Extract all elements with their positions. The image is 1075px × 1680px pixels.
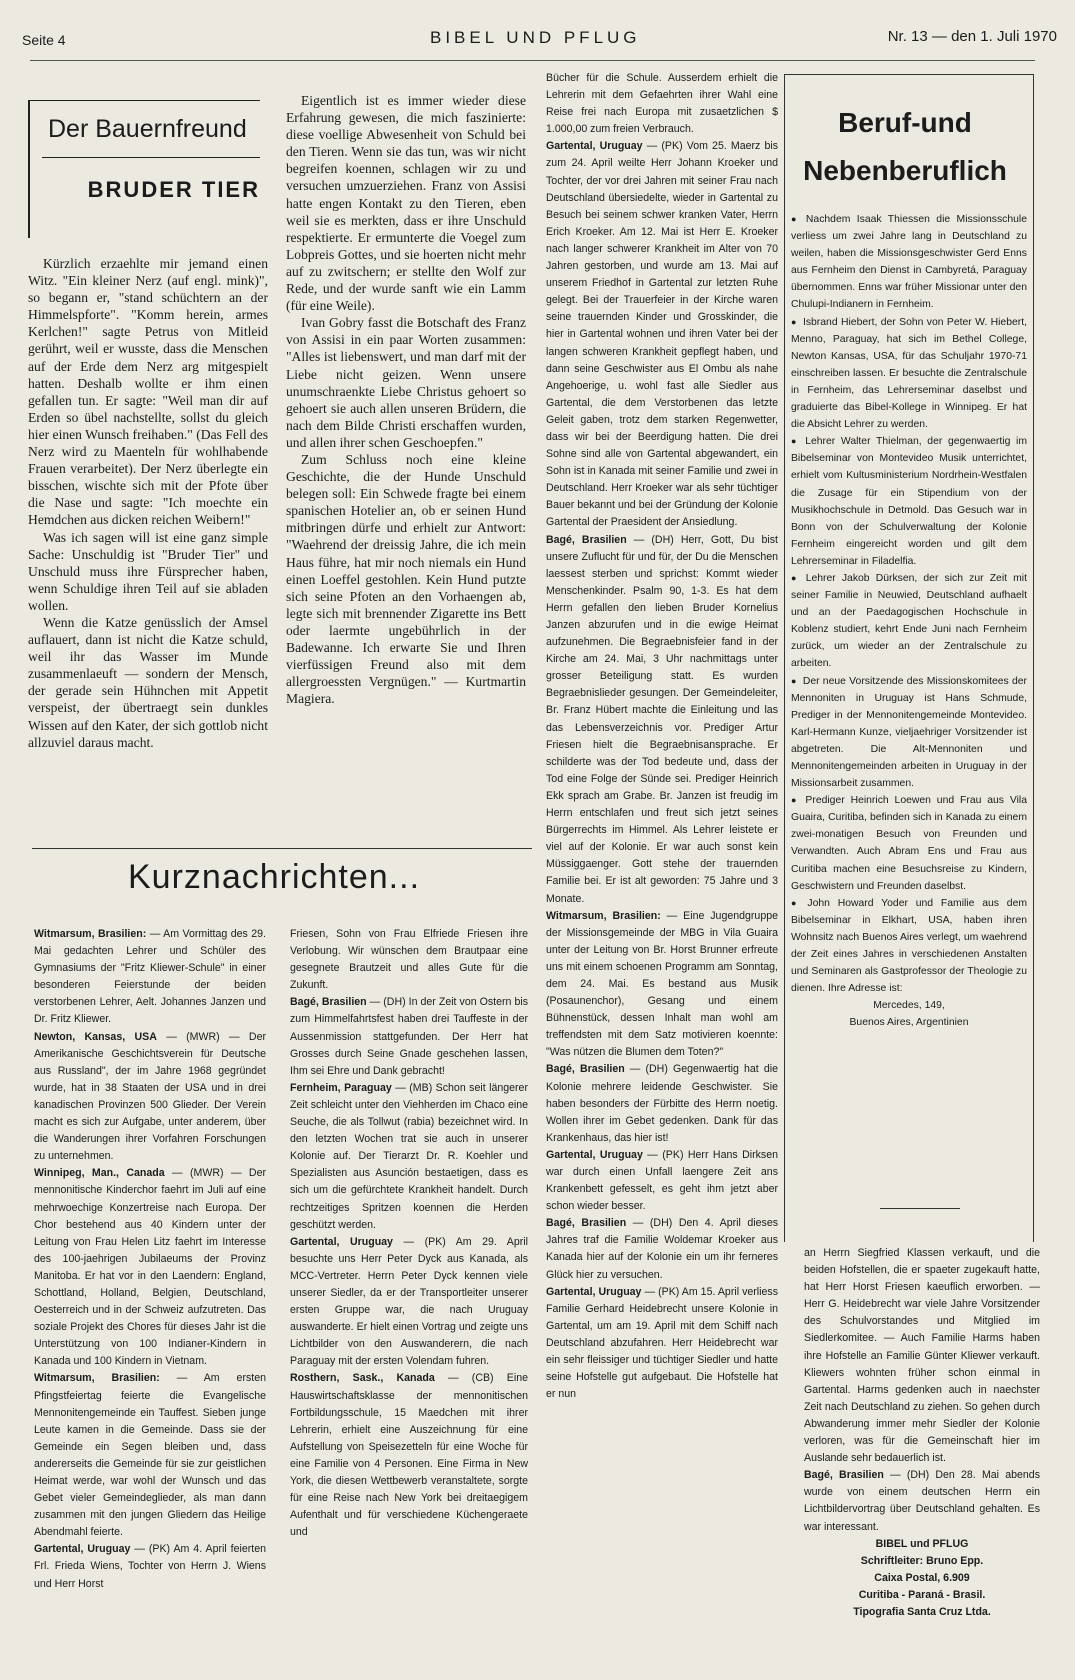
masthead: BIBEL UND PFLUG <box>430 28 641 47</box>
beruf-item: ● Nachdem Isaak Thiessen die Missionsschule verliess um zwei Jahre lang in Deutschland zu weilen, haben die Missionsgeschwister Gerd Enns aus Fernheim den Dienst in Cambyretá, Paraguay übernommen. Enns war früher Missionar unter den Chulupi-Indianern in Fernheim. <box>791 214 1027 311</box>
paragraph: Kürzlich erzaehlte mir jemand einen Witz. "Ein kleiner Nerz (auf engl. mink)", so begann er, "stand schüchtern an der Himmelspforte". "Komm herein, armes Kerlchen!" sagte Petrus von Mitleid gerührt, weil er wusste, dass die Menschen auf der Erde dem Nerz arg mitgespielt hatten. Deshalb wollte er ihm einen gefallen tun. Er sagte: "Weil man dir auf Erden so übel nachstellte, sollst du gleich hier einen Wunsch freihaben." (Das Fell des Nerz wird zu Maenteln für wohlhabende Frauen verarbeitet). Der Nerz überlegte ein bisschen, wischte sich mit der Pfote über die Nase und sagte: "Ich moechte ein Hemdchen aus dicken reichen Weibern!" <box>28 256 268 528</box>
beruf-item: ● Isbrand Hiebert, der Sohn von Peter W. Hiebert, Menno, Paraguay, hat sich im Bethel College, Newton Kansas, USA, für das Schuljahr 1970-71 einschreiben lassen. Er besuchte die Zentralschule in Fernheim, das Lehrerseminar daselbst und graduierte das Bibel-Kollege in Winnipeg. Er hat die Absicht Lehrer zu werden. <box>791 316 1028 431</box>
bullet-icon: ● <box>791 572 800 583</box>
address-line: Mercedes, 149, <box>873 1000 945 1012</box>
news-item: Winnipeg, Man., Canada — (MWR) — Der mennonitische Kinderchor faehrt im Juli auf eine mehrwoechige Konzertreise nach Europa. Der Chor bestehend aus 40 Kindern unter der Leitung von Frau Helen Litz faehrt im Interesse des 100-jaehrigen Jubilaeums der Provinz Manitoba. Er hat vor in den Laendern: England, Schottland, Holland, Belgien, Deutschland, Oesterreich und in der Schweiz aufzutreten. Das soziale Projekt des Chores für dieses Jahr ist die Unterstützung von 100 Indianer-Kindern in Kanada und 100 Kindern in Vietnam. <box>34 1167 266 1368</box>
beruf-item: ● Der neue Vorsitzende des Missionskomitees der Mennoniten in Uruguay ist Hans Schmude, Prediger in der Mennonitengemeinde Montevideo. Karl-Hermann Kunze, vieljaehriger Vorsitzender ist abgetreten. Die Alt-Mennoniten und Mennonitengemeinden arbeiten in Uruguay in der Missionsarbeit zusammen. <box>791 675 1028 790</box>
bauernfreund-column-1 <box>28 255 268 837</box>
news-item: an Herrn Siegfried Klassen verkauft, und die beiden Hofstellen, die er spaeter zugekauft hatte, hat Herr Horst Friesen kaeuflich erworben. — Herr G. Heidebrecht war viele Jahre Vorsitzender des Schulvorstandes und Mitglied im Siedlerkomitee. — Auch Familie Harms haben ihre Hofstelle an Familie Günter Kliewer verkauft. Kliewers wohnten früher schon einmal in Gartental. Harms gedenken auch in naechster Zeit nach Deutschland zu ziehen. So gehen durch Abwanderung immer mehr Siedler der Kolonie verloren, was für die Gemeinschaft hier im Auslande sehr bedauerlich ist. <box>804 1247 1040 1465</box>
beruf-text <box>791 211 1027 1032</box>
beruf-item: ● Lehrer Walter Thielman, der gegenwaertig im Bibelseminar von Montevideo Musik unterrichtet, erhielt vom Kultusministerium Nordrhein-Westfalen die Zusage für ein Stipendium von der Musikhochschule in Detmold. Das Gesuch war in Bonn von der Schulverwaltung der Kolonie Fernheim eingereicht worden und gilt dem Lehrerseminar in Filadelfia. <box>791 436 1027 567</box>
paragraph: Ivan Gobry fasst die Botschaft des Franz von Assisi in ein paar Worten zusammen: "Alles ist liebenswert, und man darf mit der Liebe nicht geizen. Wenn unsere unumschraenkte Liebe Christus gehoert so gehoert sie auch allen unseren Brüdern, die nach dem Bilde Christi erschaffen wurden, und allen ihrer schen Geschoepfen." <box>286 315 526 450</box>
paragraph: Zum Schluss noch eine kleine Geschichte, die der Hunde Unschuld belegen soll: Ein Schwede fragte bei einem spanischen Hotelier an, ob er seinen Hund mitbringen dürfe und erhielt zur Antwort: "Waehrend der dreissig Jahre, die ich mein Haus führe, hat mir noch niemals ein Hund einen Loeffel gestohlen. Kein Hund putzte sich seine Pfoten an den Vorhaengen ab, legte sich mit brennender Zigarette ins Bett oder laermte ungebührlich in der Badewanne. Ich erwarte Sie und Ihren vierfüssigen Freund also mit dem allergroessten Vergnügen." — Kurtmartin Magiera. <box>286 451 526 707</box>
bullet-icon: ● <box>791 316 797 327</box>
kurz-column-1 <box>34 926 266 1672</box>
news-item: Bagé, Brasilien — (DH) In der Zeit von Ostern bis zum Himmelfahrtsfest haben drei Tauffeste in der Aussenmission stattgefunden. Der Herr hat Grosses durch Seine Gnade geschehen lassen, Ihm sei Ehre und Dank gebracht! <box>290 996 528 1077</box>
news-item: Friesen, Sohn von Frau Elfriede Friesen ihre Verlobung. Wir wünschen dem Brautpaar eine gesegnete Brautzeit und alles Gute für die Zukunft. <box>290 928 528 992</box>
paragraph: Eigentlich ist es immer wieder diese Erfahrung gewesen, die mich faszinierte: diese voellige Abwesenheit von Schuld bei den Tieren. Wenn sie das tun, was wir nicht begreifen koennen, schlagen wir zu und versuchen umzuerziehen. Franz von Assisi hatte engen Kontakt zu den Tieren, eben weil sie es merkten, dass er ihre Unschuld respektierte. Er ermunterte die Voegel zum Lobpreis Gottes, und sie hoerten nicht mehr auf zu zwitschern; er stellte den Wolf zur Rede, und der wurde sanft wie ein Lamm (für eine Weile). <box>286 93 526 314</box>
article-title: BRUDER TIER <box>87 177 260 202</box>
news-item: Rosthern, Sask., Kanada — (CB) Eine Hauswirtschaftsklasse der mennonitischen Fortbildungsschule, 15 Maedchen mit ihrer Lehrerin, erhielt eine Auszeichnung für eine Aufstellung von Speisezetteln für eine Woche für eine Familie von 4 Personen. Eine Firma in New York, die diesen Wettbewerb veranstaltete, sorgte für eine Reise nach New York bei dreitaegigem Aufenthalt und für verschiedene Küchengeraete und <box>290 1372 528 1539</box>
kurznachrichten-title: Kurznachrichten... <box>128 858 421 896</box>
page-header <box>22 28 1065 50</box>
news-item: Bagé, Brasilien — (DH) Herr, Gott, Du bist unsere Zuflucht für und für, der Du die Menschen laessest sterben und sprichst: Kommt wieder Menschenkinder. Psalm 90, 1-3. Es hat dem Herrn gefallen den lieben Bruder Kornelius Janzen abzurufen und in die ewige Heimat aufzunehmen. Die Begraebnisfeier fand in der Kirche am 24. Mai, 3 Uhr nachmittags unter grosser Beteiligung statt. Es wurden Begraebnislieder gesungen. Der Gemeindeleiter, Br. Franz Hübert machte die Einleitung und las das Lebensverzeichnis vor. Prediger Artur Friesen hielt die Begraebnisansprache. Er schilderte was der Tod bedeute und, dass der Tod eine Folge der Sünde sei. Prediger Heinrich Ekk sprach am Grabe. Br. Janzen ist freudig im Herrn entschlafen und freut sich jetzt seines Bürgerrechts im Himmel. Als Lehrer leistete er viel auf der Kolonie. Er war auch sonst kein Müssiggaenger. Gott stehe der trauernden Familie bei. Er ist alt geworden: 75 Jahre und 3 Monate. <box>546 533 778 905</box>
news-item: Gartental, Uruguay — (PK) Herr Hans Dirksen war durch einen Unfall laengere Zeit ans Krankenbett gefesselt, es geht ihm jetzt aber schon wieder besser. <box>546 1148 778 1213</box>
news-item: Bagé, Brasilien — (DH) Den 28. Mai abends wurde von einem deutschen Herrn ein Lichtbildervortrag über Deutschland gehalten. Es war interessant. <box>804 1469 1040 1533</box>
section-title: Der Bauernfreund <box>48 115 247 143</box>
issue-date: Nr. 13 — den 1. Juli 1970 <box>887 28 1057 45</box>
news-item: Fernheim, Paraguay — (MB) Schon seit längerer Zeit schleicht unter den Viehherden im Chaco eine Seuche, die als Tollwut (rabia) bezeichnet wird. In den letzten Wochen trat sie auch in unserer Kolonie auf. Der Tierarzt Dr. R. Koehler und Spezialisten aus Asunción bestaetigen, dass es sich um die gefürchtete Krankheit handelt. Durch rechtzeitiges Spritzen koennen die Herden geschützt werden. <box>290 1081 528 1231</box>
beruf-item: ● Prediger Heinrich Loewen und Frau aus Vila Guaira, Curitiba, befinden sich in Kanada zu einem zwei-monatigen Besuch von Freunden und Verwandten. Auch Abram Ens und Frau aus Curitiba machen eine Besuchsreise zu Kindern, Geschwistern und Freunden daselbst. <box>791 795 1027 892</box>
impressum: BIBEL und PFLUG Schriftleiter: Bruno Epp. Caixa Postal, 6.909 Curitiba - Paraná - Brasil. Tipografia Santa Cruz Ltda. <box>853 1537 991 1618</box>
beruf-item: ● Lehrer Jakob Dürksen, der sich zur Zeit mit seiner Familie in Neuwied, Deutschland aufhaelt und an der Paedagogischen Hochschule in Koblenz studiert, kehrt Ende Juni nach Fernheim zurück, um wieder an der Zentralschule zu arbeiten. <box>791 572 1028 670</box>
news-item: Witmarsum, Brasilien: — Am ersten Pfingstfeiertag feierte die Evangelische Mennonitengemeinde ein Tauffest. Sieben junge Leute kamen in die Gemeinde. Dass sie der Gemeinde ein Segen bleiben und, dass andererseits die Gemeinde für sie zur geistlichen Heimat werde, war wohl der Wunsch und das Gebet vieler Gemeindeglieder, als man dann zusammen mit den jungen Gliedern das Heilige Abendmahl feierte. <box>34 1372 266 1539</box>
page-number: Seite 4 <box>22 32 66 48</box>
bauernfreund-column-2 <box>286 92 526 837</box>
news-item: Witmarsum, Brasilien: — Am Vormittag des 29. Mai gedachten Lehrer und Schüler des Gymnasiums der "Fritz Kliewer-Schule" in einer besonderen Feierstunde der beiden verstorbenen Lehrer, Aelt. Johannes Janzen und Dr. Fritz Kliewer. <box>34 928 266 1026</box>
news-column-3 <box>546 70 778 1672</box>
paragraph: Wenn die Katze genüsslich der Amsel auflauert, dann ist nicht die Katze schuld, weil ihr das Wasser im Munde zusammenlaeuft — sondern der Mensch, der gerade sein Hühnchen mit Appetit verspeist, der übertraegt sein dunkles Wissen auf den Kater, der sich gottlob nicht allzuviel daraus macht. <box>28 614 268 750</box>
news-item: Witmarsum, Brasilien: — Eine Jugendgruppe der Missionsgemeinde der MBG in Vila Guaira unter der Leitung von Br. Horst Brunner erfreute uns mit einem schoenen Programm am Sonntag, dem 24. Mai. Es bestand aus Musik (Posaunenchor), Gesang und einem Bühnenstück, dessen Inhalt man wohl am treffendsten mit dem Satz motivieren koennte: "Was nützen die Blumen dem Toten?" <box>546 909 778 1059</box>
address-line: Buenos Aires, Argentinien <box>849 1017 969 1029</box>
news-item: Gartental, Uruguay — (PK) Am 15. April verliess Familie Gerhard Heidebrecht unsere Kolonie in Gartental, um am 19. April mit dem Schiff nach Deutschland abzufahren. Herr Heidebrecht war ein sehr fleissiger und tüchtiger Siedler und hatte seine Hofstelle gut aufgebaut. Die Hofstelle hat er nun <box>546 1285 778 1401</box>
divider <box>42 157 260 158</box>
bullet-icon: ● <box>791 214 800 224</box>
news-item: Bücher für die Schule. Ausserdem erhielt die Lehrerin mit dem Gefaehrten ihrer Wahl eine Reise frei nach Europa mit zusaetzlichen $ 1.000,00 zum freien Verbrauch. <box>546 72 778 136</box>
bullet-icon: ● <box>791 675 797 686</box>
bullet-icon: ● <box>791 436 800 447</box>
news-item: Gartental, Uruguay — (PK) Vom 25. Maerz bis zum 24. April weilte Herr Johann Kroeker und Tochter, der vor drei Jahren mit seiner Frau nach Deutschland übersiedelte, wieder in Gartental zu Besuch bei seinem schwer kranken Vater, Herrn Erich Kroeker. Am 12. Mai ist Herr E. Kroeker nach langer schwerer Krankheit im Alter von 70 Jahren gestorben, und wurde am 13. Mai auf unserem Friedhof in Gartental zur letzten Ruhe gelegt. Bei der Trauerfeier in der Kirche waren seine trauernden Kinder und Grosskinder, die hier in Gartental wohnen und ihren Vater bei der langen schweren Krankheit gepflegt haben, und dann seine Geschwister aus El Ombu als nahe Angehoerige, u. wohl fast alle Siedler aus Gartental, die dem Verstorbenen das letzte Geleit gaben, trotz dem starken Regenwetter, dass wir bei der Beerdigung hatten. Die drei Sohne sind alle von Gartental abgewandert, ein Sohn ist in Kanada mit seiner Familie und zwei in Deutschland. Herr Kroeker war als sehr tüchtiger Bauer bekannt und bei der Gründung der Kolonie Gartental der Praesident der Ansiedlung. <box>546 140 778 529</box>
paragraph: Was ich sagen will ist eine ganz simple Sache: Unschuldig ist "Bruder Tier" und Unschuld muss ihre Fürsprecher haben, wenn Schuldige ihren Teil auf sie abladen wollen. <box>28 529 268 613</box>
news-item: Bagé, Brasilien — (DH) Den 4. April dieses Jahres traf die Familie Woldemar Kroeker aus Kanada hier auf der Kolonie ein um ihr ferneres Glück hier zu versuchen. <box>546 1217 778 1281</box>
news-item: Bagé, Brasilien — (DH) Gegenwaertig hat die Kolonie mehrere leidende Geschwister. Sie haben besonders der Fürbitte des Herrn noetig. Wollen ihrer im Gebet gedenken. Dank für das Krankenhaus, das hier ist! <box>546 1063 778 1144</box>
beruf-title: Beruf-und Nebenberuflich <box>803 107 1007 186</box>
news-item: Newton, Kansas, USA — (MWR) — Der Amerikanische Geschichtsverein für Deutsche aus Russland", der im Jahre 1968 gegründet wurde, hat in 38 Staaten der USA und in drei kanadischen Provinzen 500 Glieder. Der Verein macht es sich zur Aufgabe, unter anderem, über die Wanderungen ihrer Vorfahren Forschungen zu unternehmen. <box>34 1030 266 1163</box>
news-item: Gartental, Uruguay — (PK) Am 29. April besuchte uns Herr Peter Dyck aus Kanada, als MCC-Vertreter. Herrn Peter Dyck kennen viele unserer Siedler, da er der Transportleiter unserer ersten Gruppe war, die nach Uruguay auswanderte. Er hielt einen Vortrag und zeigte uns Lichtbilder von den Auswanderern, die nach Paraguay mit der ersten Volendam fuhren. <box>290 1235 528 1368</box>
news-column-4 <box>804 1245 1040 1672</box>
divider <box>880 1208 960 1209</box>
bauernfreund-heading-box <box>28 100 260 238</box>
divider <box>32 848 532 849</box>
header-rule <box>30 60 1035 61</box>
beruf-box <box>784 74 1034 1242</box>
bullet-icon: ● <box>791 897 802 908</box>
beruf-item: ● John Howard Yoder und Familie aus dem Bibelseminar in Elkhart, USA, haben ihren Wohnsitz nach Buenos Aires verlegt, um waehrend der Zeit eines Jahres in verschiedenen Anstalten und Seminaren als Gastprofessor der Theologie zu dienen. Ihre Adresse ist: <box>791 897 1028 995</box>
news-item: Gartental, Uruguay — (PK) Am 4. April feierten Frl. Frieda Wiens, Tochter von Herrn J. Wiens und Herr Horst <box>34 1543 266 1590</box>
kurz-column-2 <box>290 926 528 1672</box>
bullet-icon: ● <box>791 795 800 806</box>
